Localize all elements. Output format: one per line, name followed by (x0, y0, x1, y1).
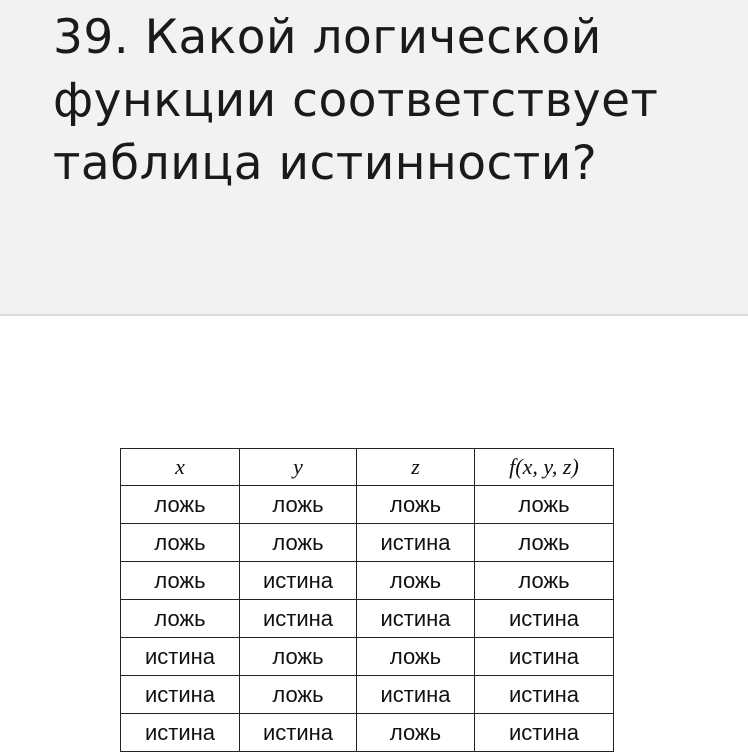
table-cell: ложь (240, 486, 357, 524)
table-cell: ложь (240, 676, 357, 714)
table-cell: истина (240, 714, 357, 752)
question-panel (0, 0, 748, 316)
header-cell-z: z (357, 449, 475, 486)
table-cell: истина (240, 562, 357, 600)
table-cell: истина (121, 676, 240, 714)
table-header-row (121, 449, 614, 486)
truth-table (120, 448, 614, 752)
table-cell: истина (240, 600, 357, 638)
table-row (121, 600, 614, 638)
table-row (121, 524, 614, 562)
table-cell: ложь (121, 486, 240, 524)
truth-table-image (0, 318, 748, 750)
table-cell: ложь (121, 562, 240, 600)
header-cell-x: x (121, 449, 240, 486)
question-title: 39. Какой логической функции соответствует таблица истинности? (53, 10, 659, 191)
table-cell: ложь (475, 524, 614, 562)
header-cell-y: y (240, 449, 357, 486)
table-cell: истина (475, 600, 614, 638)
table-cell: ложь (357, 486, 475, 524)
table-row (121, 676, 614, 714)
table-cell: истина (357, 676, 475, 714)
table-cell: ложь (357, 714, 475, 752)
table-cell: истина (357, 524, 475, 562)
table-cell: истина (357, 600, 475, 638)
table-cell: ложь (475, 486, 614, 524)
table-cell: ложь (121, 600, 240, 638)
table-cell: ложь (357, 562, 475, 600)
table-cell: истина (475, 638, 614, 676)
table-cell: ложь (121, 524, 240, 562)
table-row (121, 714, 614, 752)
table-cell: ложь (240, 638, 357, 676)
table-row (121, 562, 614, 600)
table-row (121, 638, 614, 676)
table-cell: ложь (240, 524, 357, 562)
table-cell: истина (475, 714, 614, 752)
table-cell: истина (121, 638, 240, 676)
table-cell: ложь (357, 638, 475, 676)
table-cell: истина (121, 714, 240, 752)
header-cell-f: f(x, y, z) (475, 449, 614, 486)
table-row (121, 486, 614, 524)
table-cell: истина (475, 676, 614, 714)
table-cell: ложь (475, 562, 614, 600)
